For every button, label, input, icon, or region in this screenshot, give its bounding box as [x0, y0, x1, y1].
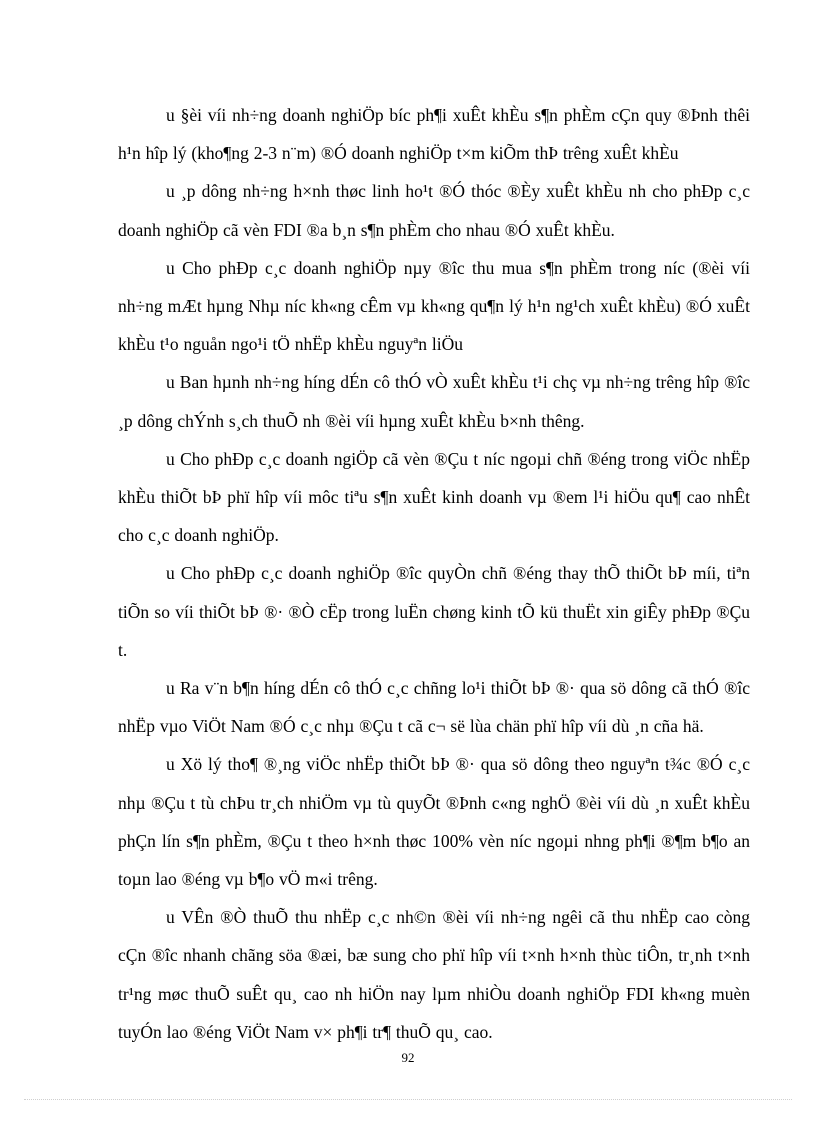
paragraph-3: u Cho phÐp c¸c doanh nghiÖp nµy ®îc thu mua s¶n phÈm trong níc (®èi víi nh÷ng mÆt hµng Nhµ níc kh«ng cÊm vµ kh«ng qu¶n lý h¹n ng¹ch xuÊt khÈu) ®Ó xuÊt khÈu t¹o nguån ngo¹i tÖ nhËp khÈu nguyªn liÖu [118, 257, 750, 355]
paragraph-8: u Xö lý tho¶ ®¸ng viÖc nhËp thiÕt bÞ ®· qua sö dông theo nguyªn t¾c ®Ó c¸c nhµ ®Çu t tù chÞu tr¸ch nhiÖm vµ tù quyÕt ®Þnh c«ng nghÖ ®èi víi dù ¸n xuÊt khÈu phÇn lín s¶n phÈm, ®Çu t theo h×nh thøc 100% vèn níc ngoµi nhng ph¶i ®¶m b¶o an toµn lao ®éng vµ b¶o vÖ m«i trêng. [118, 754, 750, 890]
paragraph-7: u Ra v¨n b¶n híng dÉn cô thÓ c¸c chñng lo¹i thiÕt bÞ ®· qua sö dông cã thÓ ®îc nhËp vµo ViÖt Nam ®Ó c¸c nhµ ®Çu t cã c¬ së lùa chän phï hîp víi dù ¸n cña hä. [118, 678, 750, 737]
paragraph-9: u VÊn ®Ò thuÕ thu nhËp c¸c nh©n ®èi víi nh÷ng ngêi cã thu nhËp cao còng cÇn ®îc nhanh chãng söa ®æi, bæ sung cho phï hîp víi t×nh h×nh thùc tiÔn, tr¸nh t×nh tr¹ng møc thuÕ suÊt qu¸ cao nh hiÖn nay lµm nhiÒu doanh nghiÖp FDI kh«ng muèn tuyÓn lao ®éng ViÖt Nam v× ph¶i tr¶ thuÕ qu¸ cao. [118, 907, 750, 1042]
document-body [118, 96, 750, 1051]
paragraph-6: u Cho phÐp c¸c doanh nghiÖp ®îc quyÒn chñ ®éng thay thÕ thiÕt bÞ míi, tiªn tiÕn so víi thiÕt bÞ ®· ®Ò cËp trong luËn chøng kinh tÕ kü thuËt xin giÊy phÐp ®Çu t. [118, 563, 750, 660]
paragraph-1: u §èi víi nh÷ng doanh nghiÖp bíc ph¶i xuÊt khÈu s¶n phÈm cÇn quy ®Þnh thêi h¹n hîp lý (kho¶ng 2-3 n¨m) ®Ó doanh nghiÖp t×m kiÕm thÞ trêng xuÊt khÈu [118, 105, 750, 164]
paragraph-2: u ¸p dông nh÷ng h×nh thøc linh ho¹t ®Ó thóc ®Èy xuÊt khÈu nh cho phÐp c¸c doanh nghiÖp cã vèn FDI ®a b¸n s¶n phÈm cho nhau ®Ó xuÊt khÈu. [118, 181, 750, 240]
paragraph-4: u Ban hµnh nh÷ng híng dÉn cô thÓ vÒ xuÊt khÈu t¹i chç vµ nh÷ng trêng hîp ®îc ¸p dông chÝnh s¸ch thuÕ nh ®èi víi hµng xuÊt khÈu b×nh thêng. [118, 372, 750, 431]
page-number: 92 [401, 1050, 415, 1065]
paragraph-5: u Cho phÐp c¸c doanh ngiÖp cã vèn ®Çu t níc ngoµi chñ ®éng trong viÖc nhËp khÈu thiÕt bÞ phï hîp víi môc tiªu s¶n xuÊt kinh doanh vµ ®em l¹i hiÖu qu¶ cao nhÊt cho c¸c doanh nghiÖp. [118, 448, 750, 546]
page-bottom-divider [24, 1099, 792, 1100]
